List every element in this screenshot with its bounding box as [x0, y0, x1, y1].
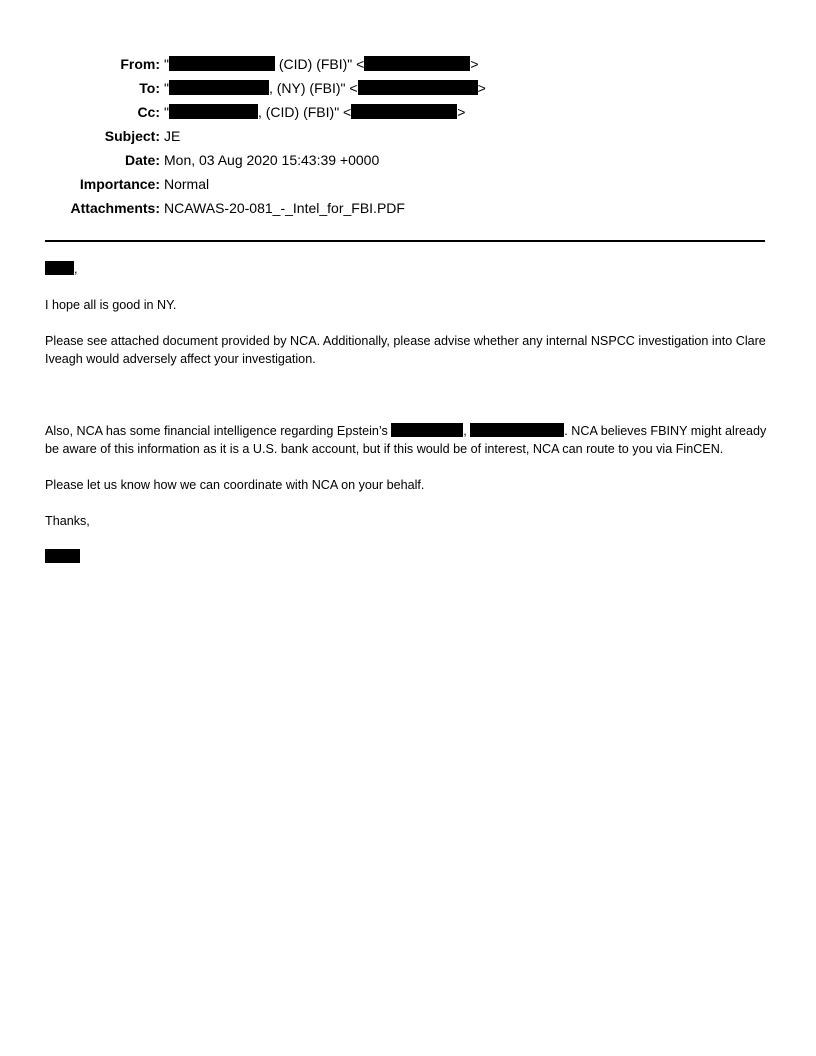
email-header: [0, 52, 816, 220]
redaction-block: [364, 56, 470, 71]
cc-row: [0, 100, 816, 124]
redaction-block: [169, 56, 275, 71]
greeting-suffix: ,: [74, 262, 78, 276]
redaction-block: [351, 104, 457, 119]
attachments-row: [0, 196, 816, 220]
cc-value: [164, 100, 465, 124]
cc-close: >: [457, 104, 466, 120]
signature: [45, 548, 767, 566]
importance-value: Normal: [164, 176, 210, 192]
closing: Thanks,: [45, 514, 90, 528]
body-paragraph: Please see attached document provided by NCA. Additionally, please advise whether any internal NSPCC investigation into Clare Iveagh would adversely affect your investigation.: [45, 334, 766, 366]
from-label: From:: [120, 56, 160, 72]
importance-row: [0, 172, 816, 196]
paragraph-text: Also, NCA has some financial intelligence regarding Epstein’s: [45, 424, 392, 438]
from-open-quote: ": [164, 56, 169, 72]
greeting: [45, 260, 767, 278]
redaction-block: [45, 261, 74, 275]
body-paragraph: Please let us know how we can coordinate with NCA on your behalf.: [45, 478, 425, 492]
date-row: [0, 148, 816, 172]
to-row: [0, 76, 816, 100]
to-middle: , (NY) (FBI)" <: [268, 80, 358, 96]
from-middle: (CID) (FBI)" <: [274, 56, 365, 72]
importance-label: Importance:: [79, 176, 160, 192]
to-open-quote: ": [164, 80, 169, 96]
body-paragraph: I hope all is good in NY.: [45, 298, 177, 312]
from-close: >: [470, 56, 479, 72]
to-value: [164, 76, 486, 100]
cc-open-quote: ": [164, 104, 169, 120]
redaction-block: [45, 549, 80, 563]
redaction-block: [169, 104, 258, 119]
cc-label: Cc:: [137, 104, 160, 120]
spacer: [45, 386, 767, 422]
to-label: To:: [139, 80, 160, 96]
attachments-label: Attachments:: [70, 200, 160, 216]
date-label: Date:: [124, 152, 160, 168]
redaction-block: [470, 423, 564, 437]
cc-middle: , (CID) (FBI)" <: [257, 104, 352, 120]
paragraph-text: ,: [463, 424, 471, 438]
subject-value: JE: [164, 128, 181, 144]
from-value: [164, 52, 479, 76]
subject-row: [0, 124, 816, 148]
attachment-filename: NCAWAS-20-081_-_Intel_for_FBI.PDF: [164, 200, 405, 216]
to-close: >: [477, 80, 486, 96]
redaction-block: [358, 80, 478, 95]
email-body: [45, 260, 767, 584]
redaction-block: [169, 80, 269, 95]
date-value: Mon, 03 Aug 2020 15:43:39 +0000: [164, 152, 380, 168]
from-row: [0, 52, 816, 76]
subject-label: Subject:: [104, 128, 160, 144]
header-divider: [45, 240, 765, 242]
redaction-block: [391, 423, 463, 437]
paragraph-text: . NCA believes FBINY might already be aware of this information as it is a U.S. bank account, but if this would be of interest, NCA can route to you via FinCEN.: [45, 424, 767, 456]
body-paragraph: [45, 422, 767, 458]
